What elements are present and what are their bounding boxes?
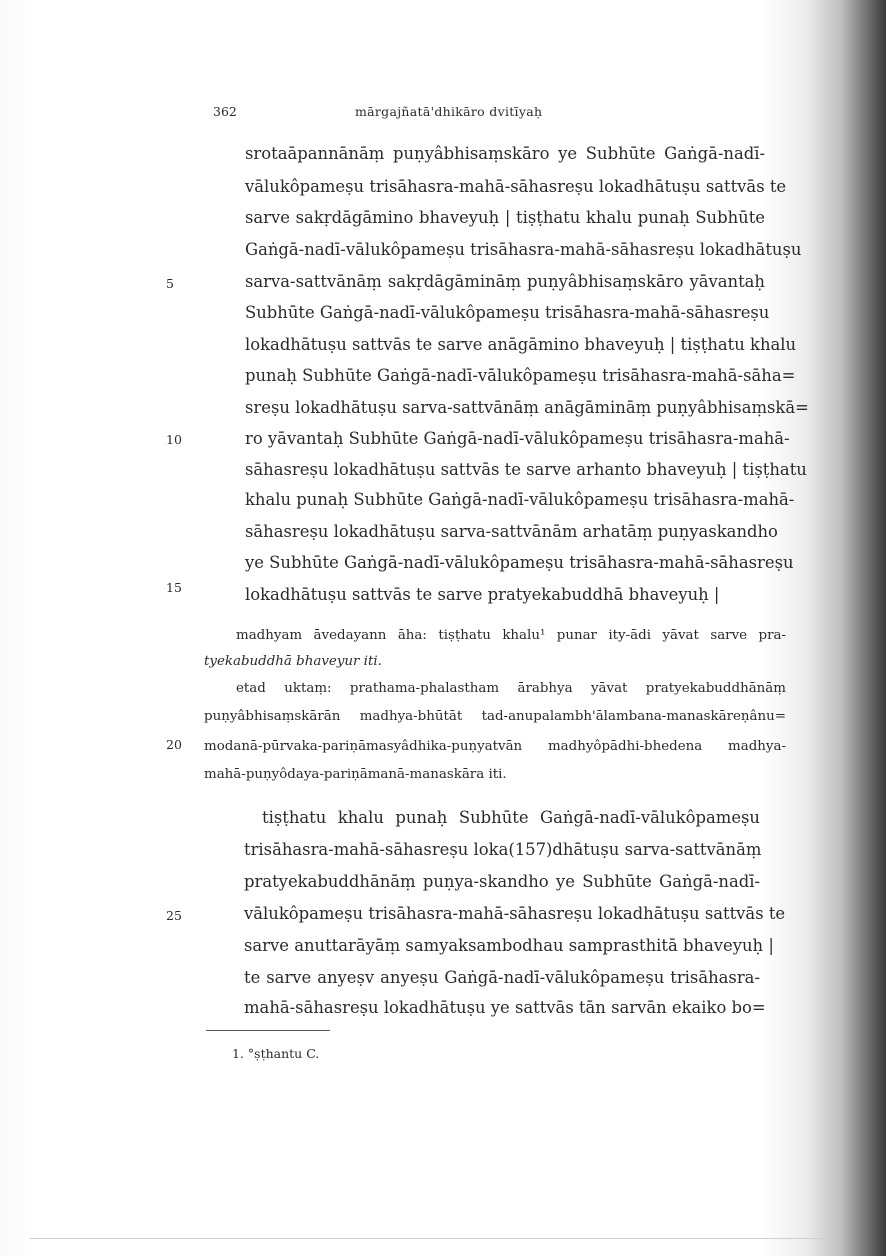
footnote-divider: [206, 1030, 330, 1031]
text-line: sāhasreṣu lokadhātuṣu sarva-sattvānām arhatāṃ puṇyaskandho: [245, 522, 778, 541]
text-line: pratyekabuddhānāṃ puṇya-skandho ye Subhūte Gaṅgā-nadī-: [244, 872, 760, 891]
text-line: te sarve anyeṣv anyeṣu Gaṅgā-nadī-vālukôpameṣu trisāhasra-: [244, 968, 760, 987]
text-line: ro yāvantaḥ Subhūte Gaṅgā-nadī-vālukôpameṣu trisāhasra-mahā-: [245, 429, 790, 448]
text-line: vālukôpameṣu trisāhasra-mahā-sāhasreṣu lokadhātuṣu sattvās te: [244, 904, 786, 923]
line-number: 10: [166, 432, 182, 447]
text-line: khalu punaḥ Subhūte Gaṅgā-nadī-vālukôpameṣu trisāhasra-mahā-: [245, 490, 795, 509]
commentary-line: etad uktaṃ: prathama-phalastham ārabhya yāvat pratyekabuddhānāṃ: [236, 681, 786, 696]
text-line: punaḥ Subhūte Gaṅgā-nadī-vālukôpameṣu trisāhasra-mahā-sāha=: [245, 366, 796, 385]
text-line: trisāhasra-mahā-sāhasreṣu loka(157)dhātuṣu sarva-sattvānāṃ: [244, 840, 762, 859]
footnote: 1. °ṣṭhantu C.: [232, 1046, 320, 1061]
text-line: srotaāpannānāṃ puṇyâbhisaṃskāro ye Subhūte Gaṅgā-nadī-: [245, 144, 765, 163]
text-line: ye Subhūte Gaṅgā-nadī-vālukôpameṣu trisāhasra-mahā-sāhasreṣu: [245, 553, 794, 572]
text-line: mahā-sāhasreṣu lokadhātuṣu ye sattvās tān sarvān ekaiko bo=: [244, 998, 766, 1017]
scan-edge-line: [30, 1238, 830, 1239]
text-line: sarve anuttarāyāṃ samyaksambodhau samprasthitā bhaveyuḥ |: [244, 936, 774, 955]
commentary-line: mahā-puṇyôdaya-pariṇāmanā-manaskāra iti.: [204, 767, 507, 782]
text-line: sreṣu lokadhātuṣu sarva-sattvānāṃ anāgāmināṃ puṇyâbhisaṃskā=: [245, 398, 809, 417]
commentary-line: modanā-pūrvaka-pariṇāmasyâdhika-puṇyatvān madhyôpādhi-bhedena madhya-: [204, 739, 786, 754]
commentary-line: tyekabuddhā bhaveyur iti.: [204, 654, 382, 669]
commentary-line: puṇyâbhisaṃskārān madhya-bhūtāt tad-anupalambh'ālambana-manaskāreṇânu=: [204, 709, 786, 724]
line-number: 25: [166, 908, 182, 923]
line-number: 5: [166, 276, 174, 291]
text-line: Gaṅgā-nadī-vālukôpameṣu trisāhasra-mahā-sāhasreṣu lokadhātuṣu: [245, 240, 802, 259]
commentary-line: madhyam āvedayann āha: tiṣṭhatu khalu¹ punar ity-ādi yāvat sarve pra-: [236, 628, 786, 643]
page-number: 362: [213, 104, 237, 119]
line-number: 20: [166, 737, 182, 752]
text-line: sarva-sattvānāṃ sakṛdāgāmināṃ puṇyâbhisaṃskāro yāvantaḥ: [245, 272, 765, 291]
text-line: lokadhātuṣu sattvās te sarve anāgāmino bhaveyuḥ | tiṣṭhatu khalu: [245, 335, 797, 354]
text-line: tiṣṭhatu khalu punaḥ Subhūte Gaṅgā-nadī-vālukôpameṣu: [262, 808, 760, 827]
text-line: sarve sakṛdāgāmino bhaveyuḥ | tiṣṭhatu khalu punaḥ Subhūte: [245, 208, 765, 227]
running-head: mārgajñatā'dhikāro dvitīyaḥ: [355, 104, 543, 119]
text-line: Subhūte Gaṅgā-nadī-vālukôpameṣu trisāhasra-mahā-sāhasreṣu: [245, 303, 770, 322]
text-line: vālukôpameṣu trisāhasra-mahā-sāhasreṣu lokadhātuṣu sattvās te: [245, 177, 787, 196]
text-line: sāhasreṣu lokadhātuṣu sattvās te sarve arhanto bhaveyuḥ | tiṣṭhatu: [245, 460, 807, 479]
line-number: 15: [166, 580, 182, 595]
text-line: lokadhātuṣu sattvās te sarve pratyekabuddhā bhaveyuḥ |: [245, 585, 720, 604]
